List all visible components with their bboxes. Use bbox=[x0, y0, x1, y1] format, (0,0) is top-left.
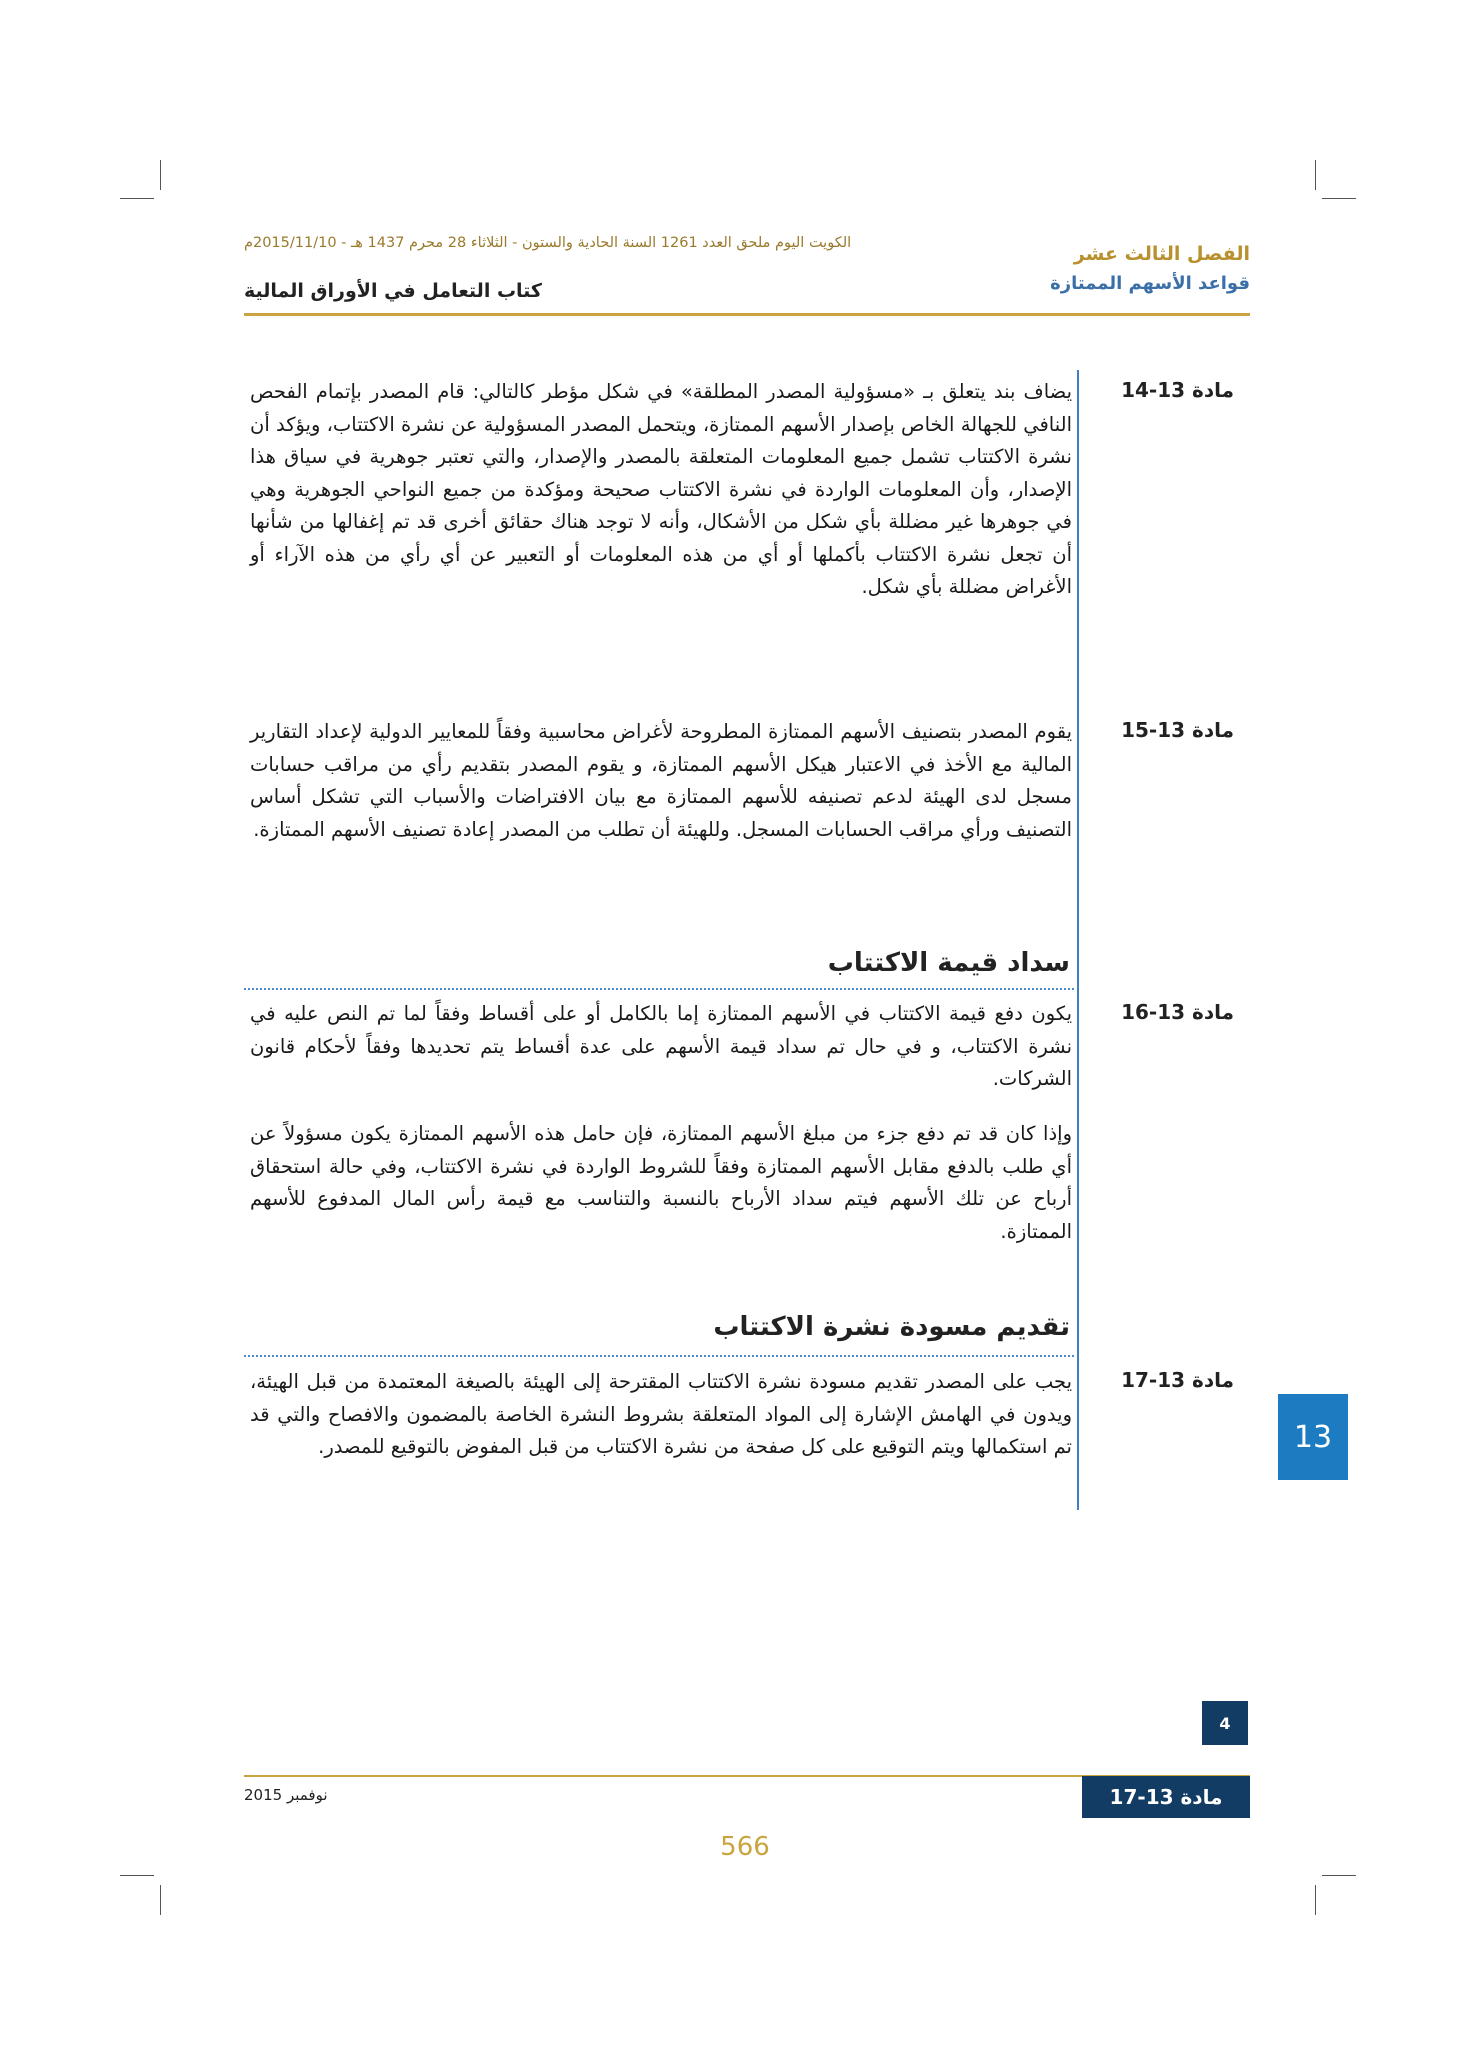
crop-mark bbox=[120, 198, 154, 199]
book-title: كتاب التعامل في الأوراق المالية bbox=[244, 280, 542, 302]
chapter-title: الفصل الثالث عشر bbox=[1073, 243, 1250, 265]
crop-mark bbox=[1315, 160, 1316, 190]
article-text: يضاف بند يتعلق بـ «مسؤولية المصدر المطلقة» في شكل مؤطر كالتالي: قام المصدر بإتمام الفحص النافي للجهالة الخاص بإصدار الأسهم الممتازة، ويتحمل المصدر المسؤولية عن نشرة الاكتتاب، ويؤكد أن نشرة الاكتتاب تشمل جميع المعلومات المتعلقة بالمصدر والإصدار، والتي تعتبر جوهرية في سياق هذا الإصدار، وأن المعلومات الواردة في نشرة الاكتتاب صحيحة ومؤكدة من جميع النواحي الجوهرية وهي في جوهرها غير مضللة بأي شكل من الأشكال، وأنه لا توجد هناك حقائق أخرى قد تم إغفالها من شأنها أن تجعل نشرة الاكتتاب بأكملها أو أي من هذه المعلومات أو التعبير عن أي رأي من هذه الآراء أو الأغراض مضللة بأي شكل. bbox=[250, 380, 1072, 598]
crop-mark bbox=[160, 1885, 161, 1915]
article-label: مادة 13-14 bbox=[1121, 378, 1234, 402]
crop-mark bbox=[1315, 1885, 1316, 1915]
header-rule bbox=[244, 313, 1250, 316]
crop-mark bbox=[160, 160, 161, 190]
crop-mark bbox=[1322, 1875, 1356, 1876]
article-text: يكون دفع قيمة الاكتتاب في الأسهم الممتازة إما بالكامل أو على أقساط وفقاً لما تم النص عليه في نشرة الاكتتاب، و في حال تم سداد قيمة الأسهم على عدة أقساط يتم تحديدها وفقاً لأحكام قانون الشركات. bbox=[250, 1002, 1072, 1090]
gazette-line: الكويت اليوم ملحق العدد 1261 السنة الحادية والستون - الثلاثاء 28 محرم 1437 هـ - 2015/11/10م bbox=[244, 235, 852, 251]
page-number: 566 bbox=[720, 1832, 770, 1862]
section-title: قواعد الأسهم الممتازة bbox=[1050, 273, 1250, 294]
page-box: 4 bbox=[1202, 1701, 1248, 1745]
article-divider bbox=[1077, 370, 1079, 1510]
footer-date: نوفمبر 2015 bbox=[244, 1786, 328, 1804]
section-heading: سداد قيمة الاكتتاب bbox=[827, 948, 1070, 978]
article-text-continued: وإذا كان قد تم دفع جزء من مبلغ الأسهم الممتازة، فإن حامل هذه الأسهم الممتازة يكون مسؤولاً عن أي طلب بالدفع مقابل الأسهم الممتازة وفقاً للشروط الواردة في نشرة الاكتتاب، وفي حالة استحقاق أرباح عن تلك الأسهم فيتم سداد الأرباح بالنسبة والتناسب مع قيمة رأس المال المدفوع للأسهم الممتازة. bbox=[250, 1122, 1072, 1243]
section-heading: تقديم مسودة نشرة الاكتتاب bbox=[713, 1312, 1070, 1342]
article-text: يجب على المصدر تقديم مسودة نشرة الاكتتاب المقترحة إلى الهيئة بالصيغة المعتمدة من قبل الهيئة، ويدون في الهامش الإشارة إلى المواد المتعلقة بشروط النشرة الخاصة بالمضمون والافصاح والتي قد تم استكمالها ويتم التوقيع على كل صفحة من نشرة الاكتتاب من قبل المفوض بالتوقيع للمصدر. bbox=[250, 1370, 1072, 1458]
article-text: يقوم المصدر بتصنيف الأسهم الممتازة المطروحة لأغراض محاسبية وفقاً للمعايير الدولية لإعداد التقارير المالية مع الأخذ في الاعتبار هيكل الأسهم الممتازة، و يقوم المصدر بتقديم رأي من مراقب حسابات مسجل لدى الهيئة لدعم تصنيفه للأسهم الممتازة مع بيان الافتراضات والأسباب التي تشكل أساس التصنيف ورأي مراقب الحسابات المسجل. وللهيئة أن تطلب من المصدر إعادة تصنيف الأسهم الممتازة. bbox=[250, 720, 1072, 841]
article-label: مادة 13-15 bbox=[1121, 718, 1234, 742]
article-label: مادة 13-16 bbox=[1121, 1000, 1234, 1024]
crop-mark bbox=[120, 1875, 154, 1876]
crop-mark bbox=[1322, 198, 1356, 199]
section-dotted-rule bbox=[244, 1355, 1074, 1357]
footer-articles: مادة 13-17 bbox=[1082, 1776, 1250, 1818]
section-dotted-rule bbox=[244, 988, 1074, 990]
article-label: مادة 13-17 bbox=[1121, 1368, 1234, 1392]
chapter-tab: 13 bbox=[1278, 1394, 1348, 1480]
